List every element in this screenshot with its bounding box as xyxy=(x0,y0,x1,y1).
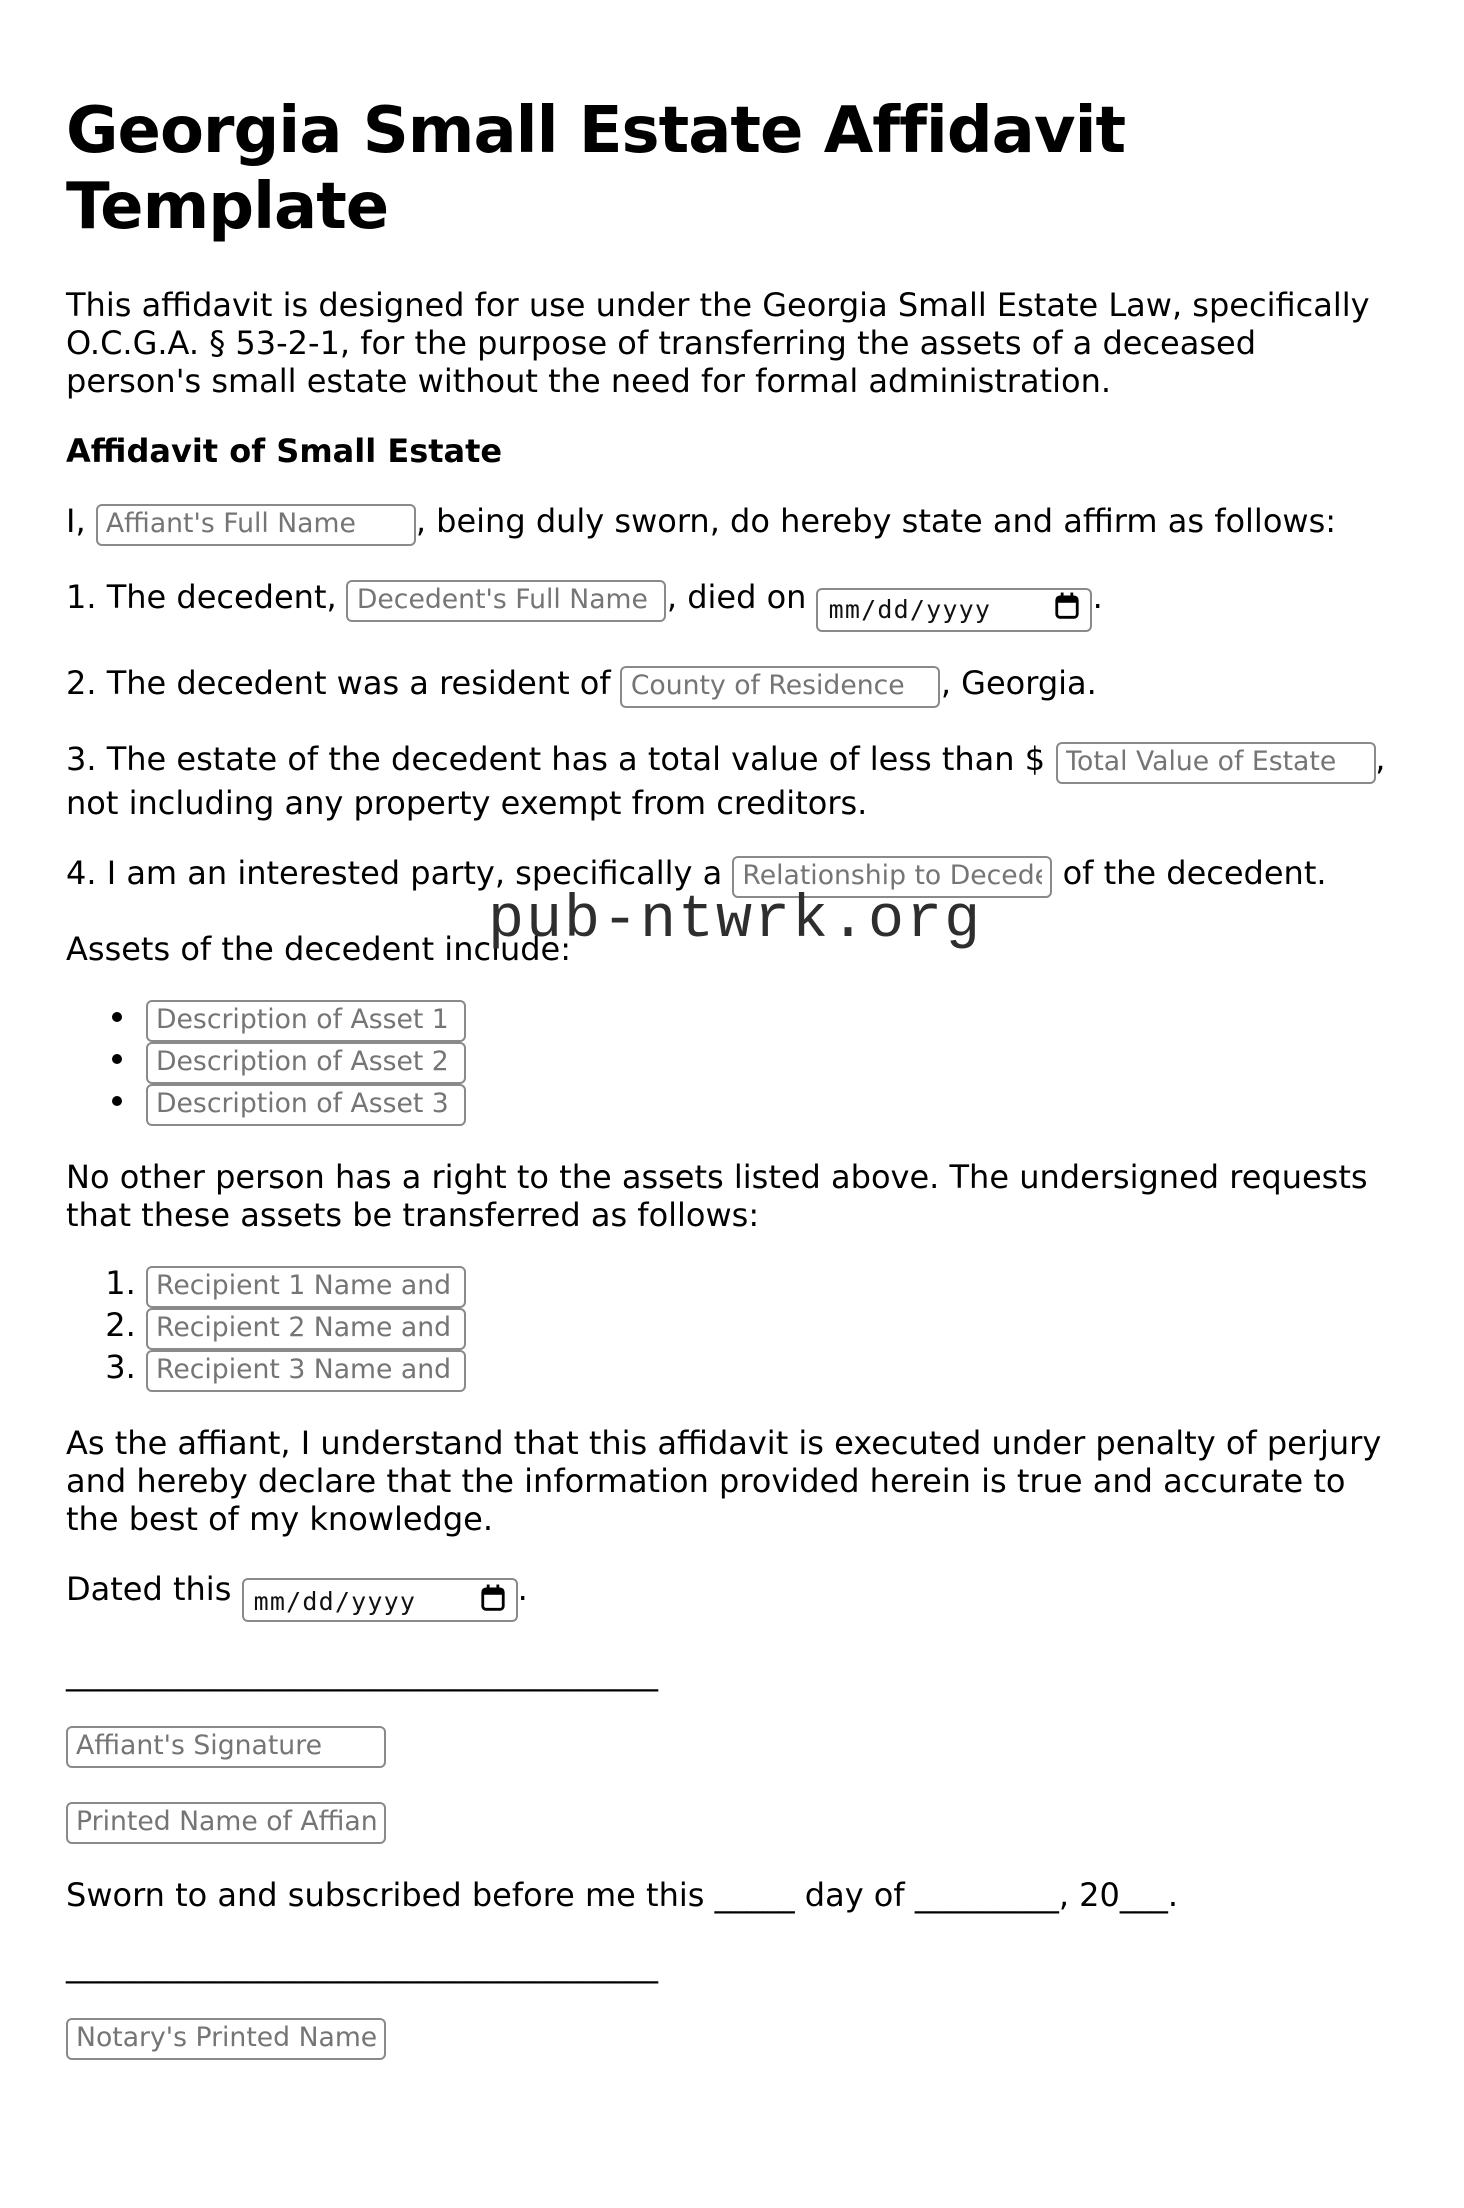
statement-1-suffix: . xyxy=(1092,578,1103,616)
calendar-icon[interactable] xyxy=(1055,590,1081,628)
calendar-icon[interactable] xyxy=(480,1581,506,1619)
asset-list xyxy=(66,999,1398,1125)
statement-4-prefix: 4. I am an interested party, specifically a xyxy=(66,853,723,891)
notary-printed-name-input[interactable] xyxy=(66,2018,386,2060)
recipient-list xyxy=(66,1265,1398,1391)
decedent-full-name-input[interactable] xyxy=(347,580,667,622)
watermark: pub-ntwrk.org xyxy=(488,888,983,956)
dated-line xyxy=(66,1569,1398,1622)
declaration-paragraph: As the affiant, I understand that this affidavit is executed under penalty of perjury and hereby declare that the information provided herein is true and accurate to the best of my knowledge. xyxy=(66,1423,1382,1537)
recipient-list-item xyxy=(146,1349,1398,1391)
intro-paragraph: This affidavit is designed for use under the Georgia Small Estate Law, specifically O.C.G.A. § 53-2-1, for the purpose of transferring the assets of a deceased person's small estate without the need for formal administration. xyxy=(66,286,1370,400)
affiant-signature-input[interactable] xyxy=(66,1726,386,1768)
date-of-death-input[interactable] xyxy=(817,587,1093,631)
notary-signature-line: _____________________________________ xyxy=(66,1946,658,1984)
estate-total-value-input[interactable] xyxy=(1055,741,1375,783)
affirmation-line xyxy=(66,502,1398,546)
county-of-residence-input[interactable] xyxy=(621,665,941,707)
recipient-list-item xyxy=(146,1307,1398,1349)
statement-4 xyxy=(66,853,1398,897)
affiant-full-name-input[interactable] xyxy=(96,504,416,546)
date-of-death-value[interactable]: mm/dd/yyyy xyxy=(828,594,992,624)
statement-2-prefix: 2. The decedent was a resident of xyxy=(66,663,611,701)
transfer-paragraph: No other person has a right to the assets listed above. The undersigned requests that these assets be transferred as follows: xyxy=(66,1157,1368,1233)
assets-heading: Assets of the decedent include: xyxy=(66,929,572,967)
asset-1-input[interactable] xyxy=(146,999,466,1041)
relationship-to-decedent-input[interactable] xyxy=(732,855,1052,897)
dated-date-input[interactable] xyxy=(242,1578,518,1622)
affiant-printed-name-row xyxy=(66,1800,1398,1844)
recipient-list-item xyxy=(146,1265,1398,1307)
asset-list-item xyxy=(146,999,1398,1041)
statement-2-suffix: , Georgia. xyxy=(940,663,1097,701)
statement-3-prefix: 3. The estate of the decedent has a total value of less than $ xyxy=(66,739,1046,777)
sworn-line: Sworn to and subscribed before me this _____ day of _________, 20___. xyxy=(66,1876,1179,1914)
recipient-3-input[interactable] xyxy=(146,1349,466,1391)
asset-list-item xyxy=(146,1041,1398,1083)
statement-2 xyxy=(66,663,1398,707)
asset-3-input[interactable] xyxy=(146,1083,466,1125)
dated-prefix: Dated this xyxy=(66,1569,232,1607)
statement-1-prefix: 1. The decedent, xyxy=(66,578,337,616)
affiant-printed-name-input[interactable] xyxy=(66,1802,386,1844)
affirmation-suffix: , being duly sworn, do hereby state and affirm as follows: xyxy=(415,502,1337,540)
statement-3-suffix: , not including any property exempt from creditors. xyxy=(66,739,1386,821)
statement-4-suffix: of the decedent. xyxy=(1062,853,1327,891)
dated-suffix: . xyxy=(517,1569,528,1607)
statement-3 xyxy=(66,739,1398,821)
recipient-1-input[interactable] xyxy=(146,1265,466,1307)
statement-1 xyxy=(66,578,1398,631)
affirmation-prefix: I, xyxy=(66,502,86,540)
page-title: Georgia Small Estate Affidavit Template xyxy=(66,92,1126,244)
affiant-signature-row xyxy=(66,1724,1398,1768)
affiant-signature-line: _____________________________________ xyxy=(66,1654,658,1692)
dated-date-value[interactable]: mm/dd/yyyy xyxy=(253,1585,417,1615)
recipient-2-input[interactable] xyxy=(146,1307,466,1349)
asset-2-input[interactable] xyxy=(146,1041,466,1083)
notary-printed-name-row xyxy=(66,2016,1398,2060)
statement-1-middle: , died on xyxy=(666,578,807,616)
section-heading: Affidavit of Small Estate xyxy=(66,432,503,470)
asset-list-item xyxy=(146,1083,1398,1125)
